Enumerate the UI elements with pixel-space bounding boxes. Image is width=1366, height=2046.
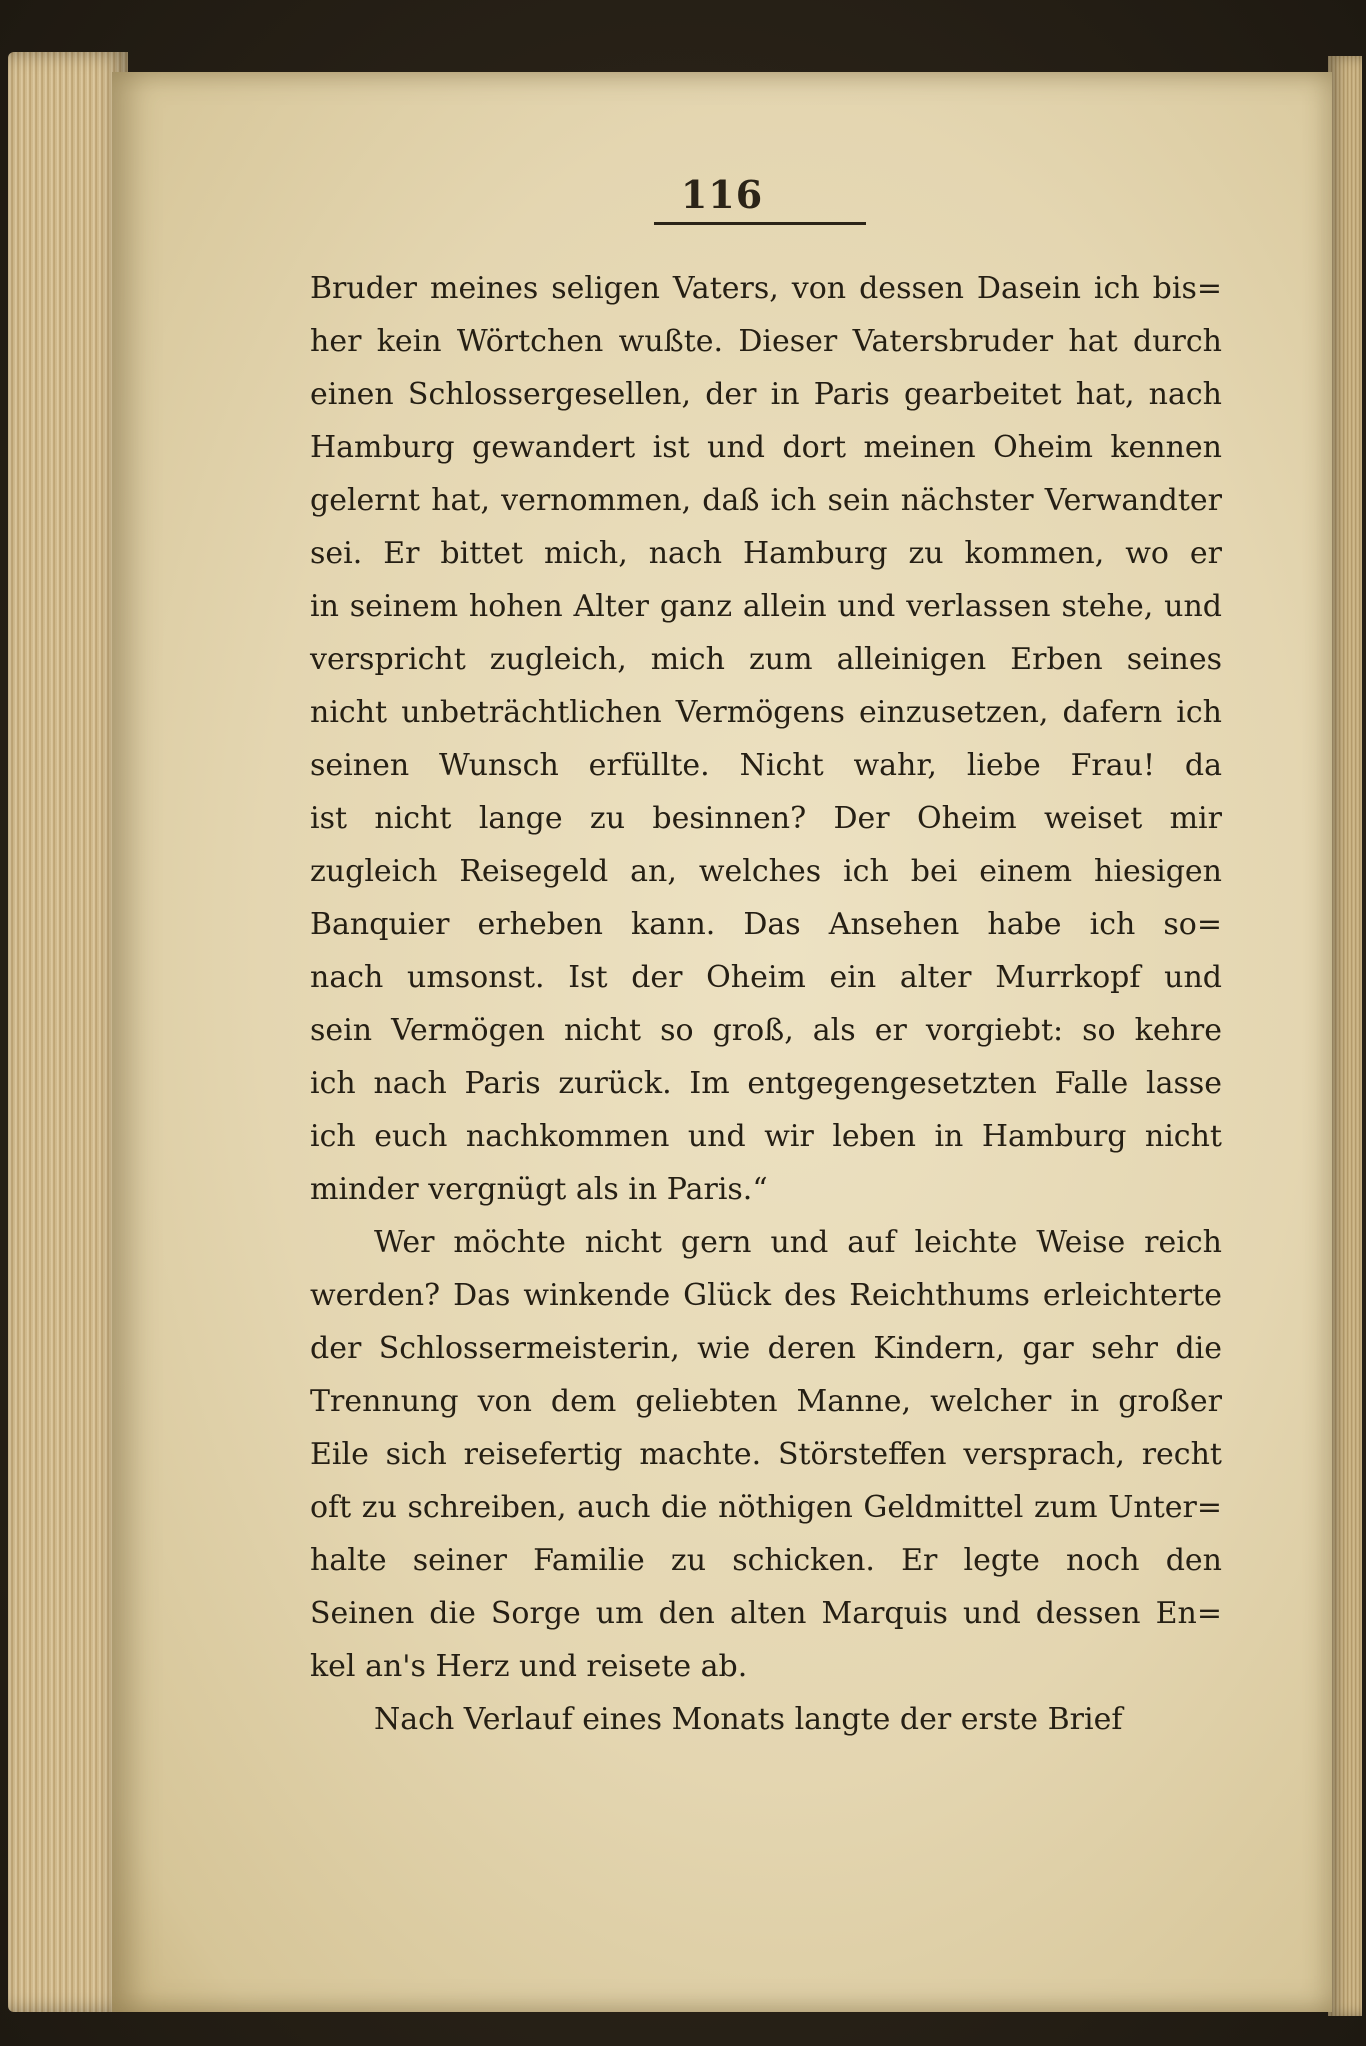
text-line: ist nicht lange zu besinnen? Der Oheim weiset mir xyxy=(310,801,1222,836)
text-line: Wer möchte nicht gern und auf leichte Weise reich xyxy=(374,1225,1222,1260)
text-line: seinen Wunsch erfüllte. Nicht wahr, liebe Frau! da xyxy=(310,748,1222,783)
text-line: Seinen die Sorge um den alten Marquis und dessen En= xyxy=(310,1596,1222,1631)
text-line: einen Schlossergesellen, der in Paris gearbeitet hat, nach xyxy=(310,377,1222,412)
page-number: 116 xyxy=(680,172,764,217)
text-line: kel an's Herz und reisete ab. xyxy=(310,1649,748,1684)
page-stack-right xyxy=(1328,56,1362,2016)
text-line: nicht unbeträchtlichen Vermögens einzusetzen, dafern ich xyxy=(310,695,1222,730)
text-line: Bruder meines seligen Vaters, von dessen Dasein ich bis= xyxy=(310,271,1222,306)
text-line: gelernt hat, vernommen, daß ich sein nächster Verwandter xyxy=(310,483,1222,518)
header-rule xyxy=(654,222,866,225)
text-line: Trennung von dem geliebten Manne, welcher in großer xyxy=(310,1384,1222,1419)
text-line: ich euch nachkommen und wir leben in Hamburg nicht xyxy=(310,1119,1222,1154)
text-line: Eile sich reisefertig machte. Störsteffen versprach, recht xyxy=(310,1437,1222,1472)
text-line: der Schlossermeisterin, wie deren Kindern, gar sehr die xyxy=(310,1331,1222,1366)
text-line: in seinem hohen Alter ganz allein und verlassen stehe, und xyxy=(310,589,1222,624)
book-page xyxy=(112,72,1332,2012)
text-line: Banquier erheben kann. Das Ansehen habe ich so= xyxy=(310,907,1222,942)
text-line: minder vergnügt als in Paris.“ xyxy=(310,1172,768,1207)
body-text xyxy=(310,262,1222,1746)
text-line: sein Vermögen nicht so groß, als er vorgiebt: so kehre xyxy=(310,1013,1222,1048)
text-line: verspricht zugleich, mich zum alleinigen Erben seines xyxy=(310,642,1222,677)
text-line: oft zu schreiben, auch die nöthigen Geldmittel zum Unter= xyxy=(310,1490,1222,1525)
text-line: her kein Wörtchen wußte. Dieser Vatersbruder hat durch xyxy=(310,324,1222,359)
text-line: Nach Verlauf eines Monats langte der erste Brief xyxy=(374,1702,1123,1737)
text-line: nach umsonst. Ist der Oheim ein alter Murrkopf und xyxy=(310,960,1222,995)
text-line: ich nach Paris zurück. Im entgegengesetzten Falle lasse xyxy=(310,1066,1222,1101)
text-line: Hamburg gewandert ist und dort meinen Oheim kennen xyxy=(310,430,1222,465)
text-line: halte seiner Familie zu schicken. Er legte noch den xyxy=(310,1543,1222,1578)
text-line: zugleich Reisegeld an, welches ich bei einem hiesigen xyxy=(310,854,1222,889)
text-line: sei. Er bittet mich, nach Hamburg zu kommen, wo er xyxy=(310,536,1222,571)
page-stack-left xyxy=(8,52,128,2012)
text-line: werden? Das winkende Glück des Reichthums erleichterte xyxy=(310,1278,1222,1313)
